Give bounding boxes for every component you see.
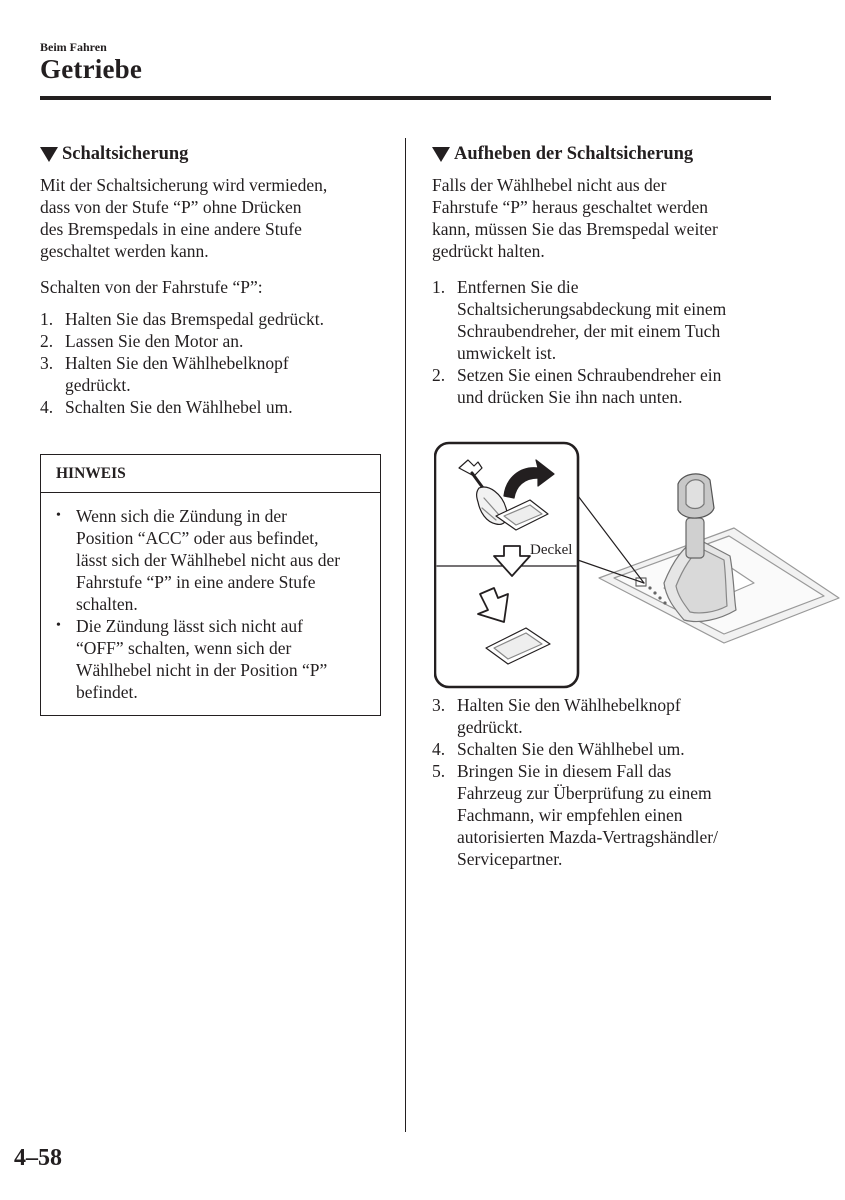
text-line: Setzen Sie einen Schraubendreher ein	[457, 365, 722, 385]
section-label: Beim Fahren	[40, 40, 107, 54]
note-text	[76, 505, 380, 615]
text-line: Fahrstufe “P” in eine andere Stufe	[76, 572, 316, 592]
text-line: Schaltsicherungsabdeckung mit einem	[457, 299, 727, 319]
text-line: gedrückt halten.	[432, 241, 545, 261]
text-line: befindet.	[76, 682, 138, 702]
step-text: Schalten Sie den Wählhebel um.	[65, 397, 293, 417]
step-number: 2.	[432, 365, 446, 385]
text-line: lässt sich der Wählhebel nicht aus der	[76, 550, 341, 570]
text-line: autorisierten Mazda-Vertragshändler/	[457, 827, 718, 847]
step-number: 3.	[40, 353, 54, 373]
step-text	[457, 760, 777, 870]
list-item	[41, 615, 380, 703]
text-line: umwickelt ist.	[457, 343, 557, 363]
triangle-down-icon	[40, 147, 58, 162]
left-heading	[40, 142, 385, 166]
text-line: Entfernen Sie die	[457, 277, 579, 297]
list-item	[40, 330, 385, 352]
list-item	[40, 308, 385, 330]
list-item	[432, 694, 777, 738]
step-number: 1.	[40, 309, 54, 329]
step-text	[65, 352, 385, 396]
text-line: Wählhebel nicht in der Position “P”	[76, 660, 328, 680]
bullet-icon: •	[56, 508, 61, 523]
step-text	[457, 276, 777, 364]
text-line: “OFF” schalten, wenn sich der	[76, 638, 292, 658]
bullet-icon: •	[56, 618, 61, 633]
step-text	[457, 694, 777, 738]
list-item	[432, 738, 777, 760]
text-line: geschaltet werden kann.	[40, 241, 209, 261]
text-line: kann, müssen Sie das Bremspedal weiter	[432, 219, 718, 239]
column-divider	[405, 138, 406, 1132]
right-heading	[432, 142, 777, 166]
text-line: Bringen Sie in diesem Fall das	[457, 761, 672, 781]
list-item	[432, 364, 777, 408]
left-column	[40, 142, 385, 418]
left-steps	[40, 308, 385, 418]
text-line: Position “ACC” oder aus befindet,	[76, 528, 319, 548]
left-heading-text: Schaltsicherung	[62, 144, 189, 164]
text-line: gedrückt.	[65, 375, 131, 395]
note-title: HINWEIS	[41, 455, 380, 493]
right-heading-text: Aufheben der Schaltsicherung	[454, 144, 694, 164]
page-number: 4–58	[14, 1145, 62, 1171]
step-number: 5.	[432, 761, 446, 781]
step-number: 1.	[432, 277, 446, 297]
right-steps-a	[432, 276, 777, 408]
text-line: Schraubendreher, der mit einem Tuch	[457, 321, 721, 341]
list-item	[432, 276, 777, 364]
right-intro	[432, 174, 777, 262]
left-intro	[40, 174, 385, 262]
step-text: Lassen Sie den Motor an.	[65, 331, 244, 351]
right-column-continued	[432, 694, 777, 870]
text-line: und drücken Sie ihn nach unten.	[457, 387, 683, 407]
text-line: dass von der Stufe “P” ohne Drücken	[40, 197, 302, 217]
note-box	[40, 454, 381, 716]
triangle-down-icon	[432, 147, 450, 162]
step-number: 4.	[432, 739, 446, 759]
text-line: Wenn sich die Zündung in der	[76, 506, 287, 526]
page-title: Getriebe	[40, 54, 143, 84]
list-item	[40, 396, 385, 418]
step-number: 2.	[40, 331, 54, 351]
left-lead: Schalten von der Fahrstufe “P”:	[40, 277, 263, 297]
text-line: gedrückt.	[457, 717, 523, 737]
shift-lock-illustration	[434, 438, 845, 690]
list-item	[40, 352, 385, 396]
right-steps-b	[432, 694, 777, 870]
text-line: schalten.	[76, 594, 138, 614]
text-line: Fahrzeug zur Überprüfung zu einem	[457, 783, 712, 803]
step-number: 4.	[40, 397, 54, 417]
list-item	[432, 760, 777, 870]
text-line: Fahrstufe “P” heraus geschaltet werden	[432, 197, 709, 217]
step-number: 3.	[432, 695, 446, 715]
step-text: Halten Sie das Bremspedal gedrückt.	[65, 309, 325, 329]
text-line: Falls der Wählhebel nicht aus der	[432, 175, 667, 195]
note-text	[76, 615, 380, 703]
note-list	[41, 493, 380, 703]
title-rule	[40, 96, 771, 100]
text-line: Halten Sie den Wählhebelknopf	[457, 695, 681, 715]
list-item	[41, 505, 380, 615]
figure-label-deckel: Deckel	[530, 542, 573, 558]
text-line: Fachmann, wir empfehlen einen	[457, 805, 683, 825]
step-text	[457, 364, 777, 408]
step-text: Schalten Sie den Wählhebel um.	[457, 739, 685, 759]
text-line: Servicepartner.	[457, 849, 563, 869]
right-column	[432, 142, 777, 408]
text-line: Mit der Schaltsicherung wird vermieden,	[40, 175, 328, 195]
text-line: Die Zündung lässt sich nicht auf	[76, 616, 303, 636]
text-line: Halten Sie den Wählhebelknopf	[65, 353, 289, 373]
text-line: des Bremspedals in eine andere Stufe	[40, 219, 302, 239]
